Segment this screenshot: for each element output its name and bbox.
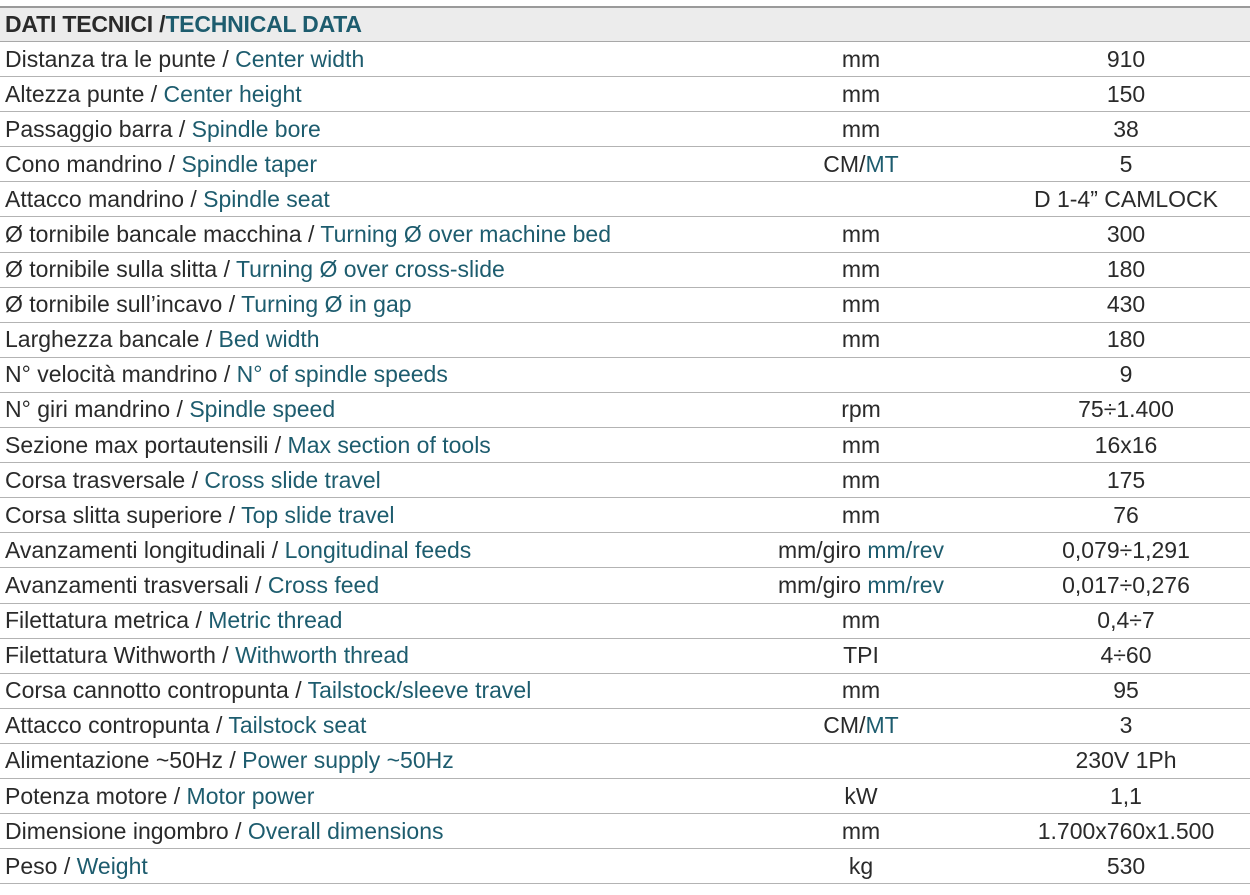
spec-label bbox=[0, 502, 720, 529]
spec-unit-en: MT bbox=[865, 150, 899, 177]
table-row bbox=[0, 674, 1250, 709]
table-row bbox=[0, 288, 1250, 323]
spec-unit bbox=[720, 502, 1002, 529]
spec-label-it: Potenza motore / bbox=[5, 782, 187, 809]
spec-label-en: Turning Ø in gap bbox=[241, 291, 412, 318]
spec-unit bbox=[720, 256, 1002, 283]
spec-label-en: Bed width bbox=[218, 326, 320, 353]
spec-label-en: Spindle taper bbox=[181, 150, 317, 177]
table-row bbox=[0, 217, 1250, 252]
spec-label-it: Alimentazione ~50Hz / bbox=[5, 747, 243, 774]
spec-value: 0,017÷0,276 bbox=[1062, 571, 1190, 598]
spec-value: 38 bbox=[1113, 115, 1139, 142]
spec-label bbox=[0, 291, 720, 318]
spec-label-it: Corsa trasversale / bbox=[5, 466, 205, 493]
spec-label bbox=[0, 712, 720, 739]
spec-value: 16x16 bbox=[1094, 431, 1158, 458]
spec-unit bbox=[720, 818, 1002, 845]
spec-value: 4÷60 bbox=[1100, 642, 1152, 669]
spec-label-it: N° velocità mandrino / bbox=[5, 361, 237, 388]
spec-label-en: Weight bbox=[76, 852, 148, 879]
spec-label-it: Ø tornibile sull’incavo / bbox=[5, 291, 242, 318]
spec-label-it: Cono mandrino / bbox=[5, 150, 182, 177]
spec-label-it: Ø tornibile bancale macchina / bbox=[5, 221, 321, 248]
spec-label-en: Tailstock/sleeve travel bbox=[307, 677, 532, 704]
spec-unit-it: mm bbox=[841, 677, 881, 704]
spec-value: 3 bbox=[1119, 712, 1133, 739]
spec-unit bbox=[720, 291, 1002, 318]
spec-unit-it: TPI bbox=[843, 642, 879, 669]
spec-label bbox=[0, 467, 720, 494]
spec-label-it: Corsa cannotto contropunta / bbox=[5, 677, 308, 704]
spec-label-en: Spindle bore bbox=[191, 115, 321, 142]
spec-label bbox=[0, 186, 720, 213]
spec-label bbox=[0, 256, 720, 283]
spec-label-it: Filettatura metrica / bbox=[5, 607, 209, 634]
spec-label-en: Turning Ø over machine bed bbox=[320, 221, 612, 248]
spec-value: 9 bbox=[1119, 361, 1133, 388]
spec-value: 180 bbox=[1106, 326, 1146, 353]
spec-label bbox=[0, 642, 720, 669]
spec-unit-it: mm bbox=[841, 607, 881, 634]
spec-label-en: Overall dimensions bbox=[247, 817, 444, 844]
spec-label-en: Longitudinal feeds bbox=[284, 536, 472, 563]
spec-label-en: Spindle speed bbox=[189, 396, 336, 423]
spec-label bbox=[0, 46, 720, 73]
spec-label bbox=[0, 818, 720, 845]
spec-unit-it: mm bbox=[841, 291, 881, 318]
spec-value: 300 bbox=[1106, 221, 1146, 248]
spec-label-en: Power supply ~50Hz bbox=[242, 747, 454, 774]
spec-table bbox=[0, 42, 1250, 884]
spec-label-it: Ø tornibile sulla slitta / bbox=[5, 256, 236, 283]
spec-label bbox=[0, 116, 720, 143]
spec-unit bbox=[720, 116, 1002, 143]
header-title-en: TECHNICAL DATA bbox=[165, 11, 362, 37]
table-row bbox=[0, 253, 1250, 288]
spec-label-it: Distanza tra le punte / bbox=[5, 45, 236, 72]
spec-label bbox=[0, 326, 720, 353]
spec-unit bbox=[720, 221, 1002, 248]
spec-unit-it: kW bbox=[844, 782, 878, 809]
spec-value: 0,4÷7 bbox=[1097, 607, 1155, 634]
spec-unit bbox=[720, 677, 1002, 704]
spec-value: 95 bbox=[1113, 677, 1139, 704]
spec-label bbox=[0, 151, 720, 178]
spec-label-it: Passaggio barra / bbox=[5, 115, 192, 142]
spec-label-it: Sezione max portautensili / bbox=[5, 431, 288, 458]
table-row bbox=[0, 849, 1250, 884]
spec-label bbox=[0, 396, 720, 423]
spec-unit-en: mm/rev bbox=[867, 571, 945, 598]
table-row bbox=[0, 428, 1250, 463]
spec-unit bbox=[720, 151, 1002, 178]
table-row bbox=[0, 604, 1250, 639]
spec-value: 0,079÷1,291 bbox=[1062, 536, 1190, 563]
spec-label bbox=[0, 607, 720, 634]
spec-label-it: Dimensione ingombro / bbox=[5, 817, 248, 844]
spec-label-en: Cross slide travel bbox=[204, 466, 381, 493]
spec-label-it: Attacco mandrino / bbox=[5, 185, 204, 212]
table-row bbox=[0, 709, 1250, 744]
spec-label-en: N° of spindle speeds bbox=[236, 361, 448, 388]
spec-unit bbox=[720, 783, 1002, 810]
table-row bbox=[0, 639, 1250, 674]
spec-unit bbox=[720, 396, 1002, 423]
spec-value: 430 bbox=[1106, 291, 1146, 318]
spec-label-en: Withworth thread bbox=[235, 642, 409, 669]
spec-label bbox=[0, 432, 720, 459]
spec-value: 5 bbox=[1119, 150, 1133, 177]
spec-unit-it: mm bbox=[841, 466, 881, 493]
spec-label-en: Spindle seat bbox=[203, 185, 330, 212]
table-row bbox=[0, 182, 1250, 217]
spec-unit bbox=[720, 46, 1002, 73]
table-header bbox=[0, 8, 1250, 42]
spec-value: 1,1 bbox=[1110, 782, 1142, 809]
spec-unit-en: mm/rev bbox=[867, 536, 945, 563]
spec-label-en: Center height bbox=[163, 80, 302, 107]
spec-label bbox=[0, 783, 720, 810]
table-row bbox=[0, 323, 1250, 358]
spec-value: 150 bbox=[1106, 80, 1146, 107]
spec-label-it: Altezza punte / bbox=[5, 80, 164, 107]
spec-label-it: Avanzamenti trasversali / bbox=[5, 571, 268, 598]
spec-unit-it: CM/ bbox=[823, 150, 866, 177]
spec-label-en: Turning Ø over cross-slide bbox=[235, 256, 505, 283]
spec-label-it: Peso / bbox=[5, 852, 77, 879]
spec-label bbox=[0, 221, 720, 248]
table-row bbox=[0, 779, 1250, 814]
spec-label-en: Max section of tools bbox=[287, 431, 491, 458]
spec-unit-it: rpm bbox=[841, 396, 881, 423]
spec-unit-it: mm bbox=[841, 221, 881, 248]
spec-value: 230V 1Ph bbox=[1075, 747, 1177, 774]
spec-label bbox=[0, 361, 720, 388]
table-row bbox=[0, 744, 1250, 779]
spec-label bbox=[0, 853, 720, 880]
table-row bbox=[0, 393, 1250, 428]
spec-value: 180 bbox=[1106, 256, 1146, 283]
spec-unit-it: mm/giro bbox=[777, 571, 868, 598]
spec-unit-it: mm bbox=[841, 431, 881, 458]
spec-label-it: Corsa slitta superiore / bbox=[5, 501, 242, 528]
spec-unit bbox=[720, 853, 1002, 880]
spec-unit bbox=[720, 467, 1002, 494]
table-row bbox=[0, 112, 1250, 147]
spec-label-en: Top slide travel bbox=[241, 501, 395, 528]
spec-unit-it: mm bbox=[841, 45, 881, 72]
header-title-it: DATI TECNICI / bbox=[5, 11, 166, 37]
spec-unit-it: mm bbox=[841, 80, 881, 107]
spec-label-it: Attacco contropunta / bbox=[5, 712, 229, 739]
spec-value: 530 bbox=[1106, 852, 1146, 879]
spec-value: 1.700x760x1.500 bbox=[1037, 817, 1215, 844]
spec-unit-it: CM/ bbox=[823, 712, 866, 739]
spec-value: 75÷1.400 bbox=[1078, 396, 1174, 423]
spec-label-en: Center width bbox=[235, 45, 365, 72]
table-row bbox=[0, 533, 1250, 568]
spec-unit bbox=[720, 572, 1002, 599]
spec-value: 910 bbox=[1106, 45, 1146, 72]
table-row bbox=[0, 77, 1250, 112]
spec-label bbox=[0, 677, 720, 704]
spec-label bbox=[0, 747, 720, 774]
spec-label-it: Larghezza bancale / bbox=[5, 326, 219, 353]
table-row bbox=[0, 498, 1250, 533]
spec-unit-it: mm bbox=[841, 326, 881, 353]
spec-unit-it: kg bbox=[848, 852, 874, 879]
spec-label bbox=[0, 572, 720, 599]
spec-unit-en: MT bbox=[865, 712, 899, 739]
spec-unit bbox=[720, 537, 1002, 564]
table-row bbox=[0, 568, 1250, 603]
table-row bbox=[0, 147, 1250, 182]
spec-value: 175 bbox=[1106, 466, 1146, 493]
spec-unit-it: mm bbox=[841, 115, 881, 142]
spec-label-en: Motor power bbox=[186, 782, 315, 809]
spec-unit bbox=[720, 81, 1002, 108]
spec-label-it: N° giri mandrino / bbox=[5, 396, 190, 423]
table-row bbox=[0, 463, 1250, 498]
spec-unit-it: mm bbox=[841, 501, 881, 528]
spec-label bbox=[0, 81, 720, 108]
spec-unit bbox=[720, 607, 1002, 634]
table-row bbox=[0, 814, 1250, 849]
spec-unit bbox=[720, 326, 1002, 353]
spec-label bbox=[0, 537, 720, 564]
table-row bbox=[0, 42, 1250, 77]
spec-label-en: Cross feed bbox=[267, 571, 380, 598]
spec-label-en: Tailstock seat bbox=[228, 712, 367, 739]
spec-unit bbox=[720, 432, 1002, 459]
spec-unit-it: mm bbox=[841, 817, 881, 844]
table-row bbox=[0, 358, 1250, 393]
spec-unit-it: mm bbox=[841, 256, 881, 283]
spec-unit bbox=[720, 712, 1002, 739]
spec-value: 76 bbox=[1113, 501, 1139, 528]
spec-label-it: Avanzamenti longitudinali / bbox=[5, 536, 285, 563]
spec-unit-it: mm/giro bbox=[777, 536, 868, 563]
spec-label-en: Metric thread bbox=[208, 607, 343, 634]
spec-label-it: Filettatura Withworth / bbox=[5, 642, 236, 669]
spec-unit bbox=[720, 642, 1002, 669]
spec-value: D 1-4” CAMLOCK bbox=[1033, 185, 1219, 212]
